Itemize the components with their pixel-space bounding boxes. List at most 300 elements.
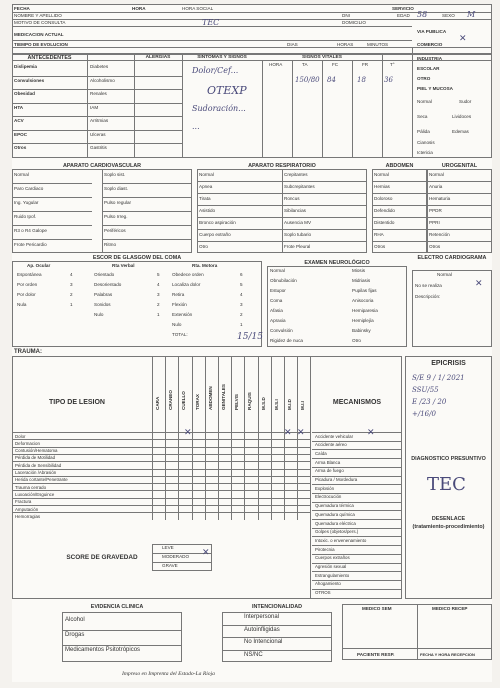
hw-fr: 18 [357,76,366,84]
exam-item: Crepitantes [284,172,308,177]
gravedad-row: MODERADO [162,554,190,559]
glasgow-motora: Flexión [172,302,187,307]
neuro-item: Obnubilación [270,278,297,283]
glasgow-ocular-n: 3 [70,282,73,287]
row-divider [102,239,192,240]
mecanismo-row: Explosión [315,485,335,491]
antecedente-item: Renales [90,91,107,96]
hw-t: 36 [384,76,393,84]
exam-item: Pulso Irreg. [104,214,128,219]
glasgow-verbal: Desorientado [94,282,122,287]
label-escolar: ESCOLAR [417,66,440,71]
label-otro: OTRO [417,76,431,81]
antecedente-item: Alcoholismo [90,77,115,83]
antecedente-item: Obesidad [14,91,35,96]
title-neuro: EXAMEN NEUROLÓGICO [304,260,370,266]
electro-normal: Normal [437,272,452,277]
row-divider [12,197,92,198]
title-mecanismos: MECANISMOS [332,399,382,406]
trauma-row: Dolor [15,433,26,439]
glasgow-ocular-n: 1 [70,302,73,307]
row-divider [102,197,192,198]
label-tiempo: TIEMPO DE EVOLUCION [14,42,68,47]
trauma-col-header: M.S.D [260,397,266,410]
row-divider [427,241,492,242]
hw-sintomas-2: OTEXP [207,84,247,97]
neuro-item: Coma [270,298,283,303]
neuro-item: Miosis [352,268,366,273]
glasgow-verbal: Orientado [94,272,115,277]
glasgow-verbal: Palabras [94,292,113,297]
antecedente-item: Dislipemia [14,64,37,69]
row-divider [197,193,282,194]
label-nombre: NOMBRE Y APELLIDO [14,13,62,18]
col-divider [192,356,193,520]
antecedente-item: HTA [14,104,24,110]
clinica-item: Medicamentos Psitotrópicos [65,647,141,653]
row-divider [372,181,427,182]
row-divider [372,205,427,206]
row-divider [102,211,192,212]
glasgow-ocular: Por dolor [17,292,36,297]
neuro-item: Afasia [270,308,283,313]
exam-item: Sibilancias [284,208,306,213]
glasgow-motora-n: 5 [240,282,243,287]
exam-item: Paro Cardiaco [14,186,44,191]
mecanismo-row: Estrangulamiento [315,572,350,578]
exam-item: Ausencia MV [284,220,312,225]
glasgow-motora-n: 1 [240,322,243,327]
mecanismo-row: Electrocución [315,494,342,500]
row-divider [372,229,427,230]
trauma-col-header: RAQUIS [247,392,253,410]
exam-item: Hematuria [429,196,451,201]
intenc-item: Interpersonal [244,614,280,620]
clinica-item: Alcohol [65,617,85,623]
label-piel-edemas: Edemas [452,129,469,134]
electro-descripcion: Descripción: [415,294,441,299]
exam-item: Normal [199,172,214,177]
title-desenlace: DESENLACE [431,516,466,522]
glasgow-col: Ap. Ocular [27,263,51,268]
col-divider [258,356,259,520]
label-via-publica: VIA PUBLICA [417,29,447,34]
hw-motivo: TEC [202,18,220,27]
hw-sintomas-3: ... [192,122,200,131]
row-divider [12,512,310,513]
exam-item: Soplo tubario [284,232,312,237]
label-piel-sudor: Sudor [459,99,472,104]
label-hora: HORA [132,6,146,11]
label-edad: EDAD [397,13,410,18]
glasgow-col: Rta Verbal [112,263,135,268]
glasgow-verbal-n: 4 [157,282,160,287]
hw-glasgow-total: 15/15 [237,332,263,342]
exam-item: Periféricos [104,228,126,233]
trauma-col-header: CUELLO [181,391,187,410]
title-alergias: ALERGIAS [145,55,171,60]
col-divider [297,356,298,520]
trauma-col-header: ABDOMEN [207,386,213,410]
row-divider [197,217,282,218]
label-dni: DNI [342,13,350,18]
exam-item: Retención [429,232,450,237]
title-intenc: INTENCIONALIDAD [251,604,302,610]
col-divider [102,169,103,253]
neuro-item: Normal [270,268,285,273]
exam-item: Ruido Ipof. [14,214,37,219]
gravedad-row: LEVE [162,545,174,550]
glasgow-motora: Localiza dolor [172,282,201,287]
exam-item: Ing. Yugular [14,200,39,205]
vital-col-fr: FR [362,62,369,67]
neuro-item: Midriasis [352,278,371,283]
glasgow-motora: Obedece orden [172,272,204,277]
row-divider [12,211,92,212]
mecanismo-row: Picadura / Mordedura [315,477,358,482]
title-epicrisis: EPICRISIS [431,360,466,367]
row-divider [12,76,182,77]
row-divider [282,241,367,242]
glasgow-motora: Nulo [172,322,182,327]
mecanismo-row: Accidente aéreo [315,442,347,448]
row-divider [282,217,367,218]
label-piel: PIEL Y MUCOSA [417,86,453,91]
row-divider [152,562,212,563]
glasgow-ocular: Por orden [17,282,38,287]
mecanismo-row: Arma de fuego [315,468,344,474]
row-divider [102,183,192,184]
label-paciente: PACIENTE RESP. [357,652,395,657]
trauma-col-header: CRANEO [168,390,174,410]
label-comercio: COMERCIO [417,42,443,47]
glasgow-col: Rta. Motora [192,263,218,268]
row-divider [372,217,427,218]
label-dias: DIAS [287,42,298,47]
title-resp: APARATO RESPIRATORIO [248,163,316,169]
row-divider [12,498,310,499]
title-electro: ELECTRO CARDIOGRAMA [417,255,487,261]
label-motivo: MOTIVO DE CONSULTA [14,20,66,25]
intenc-item: NS/NC [244,651,263,658]
trauma-row: Contusión/Hematoma [15,448,58,454]
trauma-col-header: M.I.D [287,399,292,410]
title-gravedad: SCORE DE GRAVEDAD [66,554,138,561]
title-urogenital: UROGENITAL [441,163,478,169]
glasgow-ocular-n: 2 [70,292,73,297]
mecanismo-row: Intoxic. o envenenamiento [315,537,367,543]
glasgow-ocular: Espontánea [17,272,42,277]
row-divider [427,205,492,206]
row-divider [12,490,310,491]
mecanismo-row: Ahogamiento [315,581,341,587]
trauma-col-header: PELVIS [234,394,240,410]
label-medico-sem: MEDICO SEM [362,606,392,611]
row-divider [62,645,182,646]
exam-item: Soplo sist. [104,172,126,177]
row-divider [427,217,492,218]
trauma-col-header: M.I.I [300,401,306,410]
trauma-row: Herida cortante/Penetrante [15,477,68,483]
mecanismo-row: Accidente vehicular [315,433,354,439]
neuro-item: Hemiparesia [352,308,378,313]
glasgow-motora-n: 6 [240,272,243,277]
hw-sexo: M [467,10,476,19]
trauma-row: Fractura [15,499,32,505]
footer-text: Impreso en Imprenta del Estado-La Rioja [122,671,215,677]
antecedente-item: ACV [14,118,24,123]
hw-diag: TEC [427,474,466,495]
row-divider [427,229,492,230]
row-divider [197,181,282,182]
col-divider [205,356,206,520]
checkmark-x: ✕ [475,279,483,289]
checkmark-x: ✕ [297,428,305,438]
hw-edad: 58 [417,10,428,19]
checkmark-x: ✕ [184,428,192,438]
row-divider [282,193,367,194]
emergency-form [12,4,492,682]
row-divider [372,193,427,194]
mecanismo-row: Caída [315,450,327,456]
antecedente-item: EPOC [14,131,28,137]
neuro-item: Rigidez de nuca [270,338,303,343]
antecedente-item: Gastritis [90,145,107,150]
exam-item: Cuerpo extraño [199,232,231,237]
glasgow-motora: Extensión [172,312,193,317]
mecanismo-row: Quemadura térmica [315,503,354,509]
trauma-col-header: M.S.I [273,399,279,410]
exam-item: Doloroso [374,196,393,201]
neuro-item: Convulsión [270,328,293,333]
row-divider [12,454,310,455]
hw-sintomas-4: Sudoración... [192,104,246,113]
exam-item: Distentido [374,220,395,225]
label-piel-palida: Pálida [417,129,430,134]
glasgow-verbal-n: 3 [157,292,160,297]
intenc-item: No Intencional [244,639,283,645]
row-divider [12,469,310,470]
mecanismo-row: Quemadura química [315,511,355,517]
intenc-item: Autoinfligidas [244,626,280,633]
exam-item: Frote Pleural [284,244,311,249]
mecanismo-row: Agresión sexual [315,564,347,569]
mecanismo-row: Golpes (objetos/pers.) [315,529,359,535]
row-divider [282,229,367,230]
label-piel-ictericia: Ictericia [417,150,433,155]
trauma-row: Laceración /Abrasión [15,470,57,475]
row-divider [12,89,182,90]
row-divider [12,143,182,144]
title-clinica: EVIDENCIA CLINICA [90,604,144,610]
glasgow-ocular: Nula [17,302,27,307]
exam-item: Pulso regular [104,200,132,205]
hw-epicrisis-2: SSU/55 [412,386,439,394]
neuro-item: Anisocoria [352,298,374,303]
exam-item: Otros [374,244,386,249]
col-divider [178,356,179,520]
mecanismo-row: Quemadura eléctrica [315,520,356,526]
row-divider [12,439,310,440]
row-divider [12,130,182,131]
exam-item: RHA [374,232,384,237]
row-divider [222,637,332,638]
glasgow-motora-n: 4 [240,292,243,297]
col-divider [282,169,283,253]
exam-item: Asistido [199,208,216,213]
row-divider [12,432,310,433]
checkmark-x: ✕ [367,428,375,438]
glasgow-motora-n: 2 [240,312,243,317]
title-tipo-lesion: TIPO DE LESION [48,399,105,406]
label-industria: INDUSTRIA [417,56,443,61]
exam-item: PPDR [429,208,442,213]
glasgow-verbal-n: 2 [157,302,160,307]
label-piel-seca: Seca [417,114,428,119]
checkmark-x: ✕ [459,34,467,44]
exam-item: Normal [429,172,444,177]
neuro-item: Babinsky [352,328,371,333]
trauma-col-header: GENITALES [221,384,226,410]
exam-item: Anuria [429,184,443,189]
row-divider [427,181,492,182]
mecanismo-row: OTROS [315,590,331,596]
row-divider [427,193,492,194]
label-sexo: SEXO [442,13,455,18]
trauma-row: Luxoación/Esguince [15,491,55,497]
exam-item: Frote Pericardio [14,242,47,247]
exam-item: Bronco aspiración [199,220,236,225]
exam-item: Subcrepitantes [284,184,315,189]
exam-item: PPRI [429,220,440,225]
row-divider [12,505,310,506]
row-divider [62,630,182,631]
mecanismo-row: Pirotecnia [315,546,335,552]
hw-epicrisis-1: S/E 9 / 1/ 2021 [412,374,465,382]
col-divider [218,356,219,520]
exam-item: Otro [199,244,208,249]
title-glasgow: ESCOR DE GLASGOW DEL COMA [92,255,182,261]
exam-item: Soplo diast. [104,186,129,191]
col-divider [152,356,153,520]
antecedente-item: Ulceras [90,131,106,137]
trauma-row: Deformacion [15,440,40,446]
antecedente-item: Otros [14,145,27,150]
label-hora-social: HORA SOCIAL [182,6,214,11]
title-desenlace-sub: (tratamiento-procedimiento) [412,524,485,530]
label-minutos: MINUTOS [367,42,389,47]
col-divider [244,356,245,520]
trauma-row: Pérdida de Motilidad [15,455,56,461]
row-divider [222,625,332,626]
glasgow-verbal-n: 1 [157,312,160,317]
label-servicio: SERVICIO [392,6,414,11]
row-divider [282,205,367,206]
glasgow-motora: Retira [172,292,185,297]
clinica-item: Drogas [65,632,85,638]
gravedad-row: GRAVE [162,563,178,568]
label-domicilio: DOMICILIO [342,20,366,25]
exam-item: Otros [429,244,441,249]
row-divider [197,205,282,206]
row-divider [197,229,282,230]
glasgow-motora-n: 3 [240,302,243,307]
checkmark-x: ✕ [202,548,210,558]
label-fecha-rec: FECHA Y HORA RECEPCION [420,652,475,657]
label-piel-normal: Normal [417,99,432,104]
antecedente-item: Convulsiones [14,77,45,83]
trauma-row: Amputación [15,506,39,512]
title-antecedentes: ANTECEDENTES [27,55,72,61]
electro-no-se: No se realiza [415,283,442,288]
row-divider [12,103,182,104]
title-abdomen: ABDOMEN [385,163,414,169]
mecanismo-row: Cuerpos extraños [315,555,350,561]
row-divider [197,241,282,242]
vital-col-t: T° [390,62,395,67]
title-cardio: APARATO CARDIOVASCULAR [62,163,142,169]
glasgow-verbal: Nulo [94,312,104,317]
hw-epicrisis-3: E /23 / 20 [412,398,447,406]
row-divider [12,183,92,184]
label-horas: HORAS [337,42,354,47]
title-sintomas: SINTOMAS Y SIGNOS [197,55,247,60]
glasgow-motora: TOTAL: [172,332,188,337]
trauma-col-header: TORAX [194,394,200,410]
mecanismo-row: Arma Blanca [315,459,341,465]
label-fecha: FECHA [14,6,30,11]
neuro-item: Estupor [270,288,286,293]
antecedente-item: Diabetes [90,64,109,69]
title-diag: DIAGNOSTICO PRESUNTIVO [411,456,486,462]
exam-item: Normal [14,172,29,177]
neuro-item: Apraxia [270,318,286,323]
label-medico-recep: MEDICO RECEP [432,606,468,611]
exam-item: Roncus [284,196,300,201]
col-divider [284,356,285,520]
col-divider [231,356,232,520]
col-divider [165,356,166,520]
row-divider [12,116,182,117]
label-piel-lividoces: Lividoces [452,114,472,119]
vital-col-ta: TA [302,62,308,67]
neuro-item: Otro [352,338,361,343]
row-divider [12,225,92,226]
glasgow-ocular-n: 4 [70,272,73,277]
antecedente-item: IAM [90,104,99,110]
neuro-item: Hemiplejía [352,318,374,323]
exam-item: Defendido [374,208,395,213]
exam-item: Ritmo [104,242,116,247]
trauma-row: Hemorragias [15,513,41,519]
vital-col-hora: HORA [269,62,283,67]
row-divider [12,239,92,240]
trauma-row: Trauma cerrado [15,484,47,490]
exam-item: Tirata [199,196,211,201]
hw-fc: 84 [327,76,336,84]
exam-item: Normal [374,172,389,177]
exam-item: Apnea [199,184,213,189]
glasgow-box [12,261,262,347]
title-trauma: TRAUMA: [14,349,42,355]
exam-item: R3 o R4 Galope [14,228,47,233]
hw-sintomas-1: Dolor/Cef... [192,66,239,75]
antecedente-item: Arritmias [90,118,109,123]
glasgow-verbal: Sonidos [94,302,111,307]
trauma-col-header: CARA [155,396,160,410]
neuro-item: Pupilas fijas [352,288,377,293]
row-divider [372,241,427,242]
